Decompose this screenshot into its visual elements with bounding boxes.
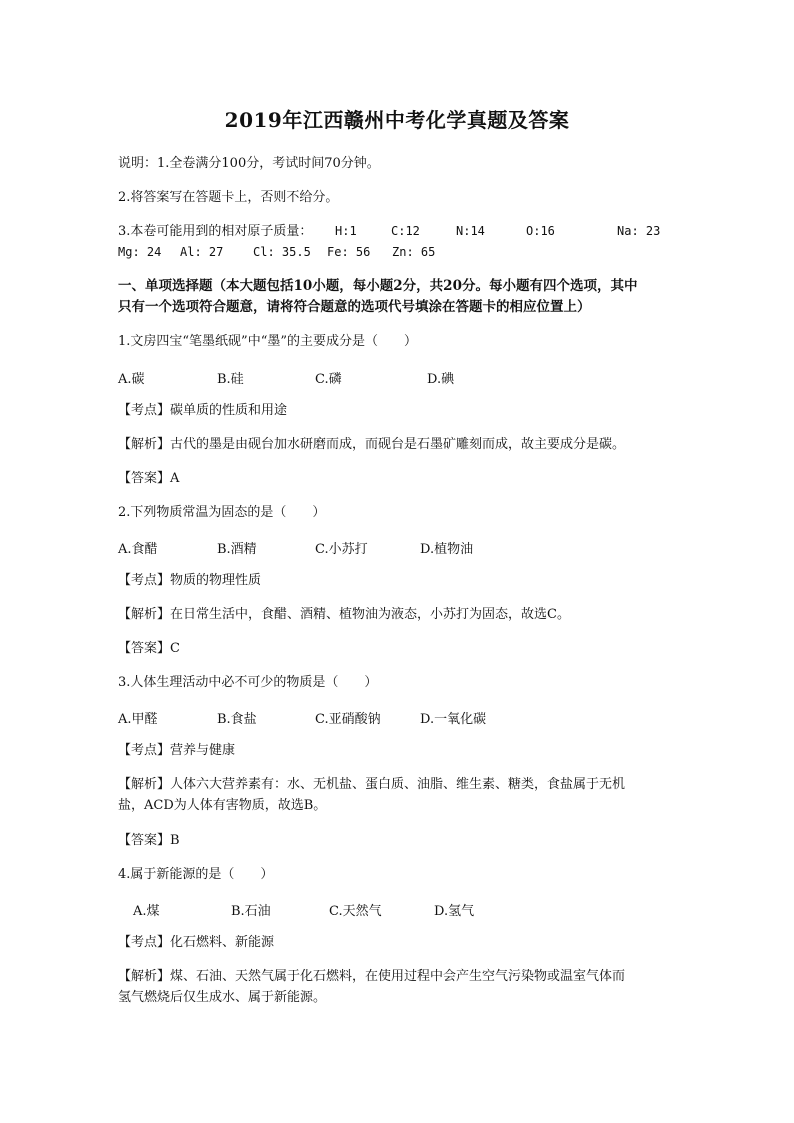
document-title: 2019年江西赣州中考化学真题及答案 — [224, 108, 570, 132]
question-3-option-d: D.一氧化碳 — [420, 712, 487, 727]
question-2-jiexi-line-1: 【解析】在日常生活中，食醋、酒精、植物油为液态，小苏打为固态，故选C。 — [118, 607, 570, 622]
question-4-kaodian: 【考点】化石燃料、新能源 — [118, 935, 275, 950]
atomic-mass-zn: Zn: 65 — [392, 245, 436, 259]
question-1-jiexi-line-1: 【解析】古代的墨是由砚台加水研磨而成，而砚台是石墨矿雕刻而成，故主要成分是碳。 — [118, 437, 626, 452]
atomic-mass-c: C:12 — [391, 224, 420, 238]
question-3-option-b: B.食盐 — [217, 712, 257, 727]
question-3-option-a: A.甲醛 — [118, 712, 158, 727]
atomic-mass-fe: Fe: 56 — [327, 245, 371, 259]
atomic-mass-h: H:1 — [335, 224, 357, 238]
question-2-option-a: A.食醋 — [118, 542, 158, 557]
question-4-option-d: D.氢气 — [434, 904, 475, 919]
question-3-answer: 【答案】B — [118, 833, 180, 848]
question-1-answer: 【答案】A — [118, 471, 180, 486]
atomic-mass-al: Al: 27 — [180, 245, 224, 259]
atomic-mass-cl: Cl: 35.5 — [253, 245, 311, 259]
question-2-answer: 【答案】C — [118, 641, 180, 656]
question-2-option-b: B.酒精 — [217, 542, 257, 557]
atomic-mass-na: Na: 23 — [617, 224, 661, 238]
question-2-option-d: D.植物油 — [420, 542, 474, 557]
question-4-option-b: B.石油 — [231, 904, 271, 919]
question-1-kaodian: 【考点】碳单质的性质和用途 — [118, 403, 288, 418]
question-1-option-c: C.磷 — [315, 372, 342, 387]
instruction-line-1: 说明：1.全卷满分100分，考试时间70分钟。 — [118, 156, 380, 171]
instruction-line-2: 2.将答案写在答题卡上，否则不给分。 — [118, 190, 339, 205]
question-2-stem: 2.下列物质常温为固态的是（ ） — [118, 505, 326, 520]
question-4-stem: 4.属于新能源的是（ ） — [118, 867, 274, 882]
question-4-option-a: A.煤 — [133, 904, 160, 919]
question-4-jiexi-line-2: 氢气燃烧后仅生成水、属于新能源。 — [118, 990, 327, 1005]
question-3-stem: 3.人体生理活动中必不可少的物质是（ ） — [118, 675, 378, 690]
question-1-stem: 1.文房四宝“笔墨纸砚”中“墨”的主要成分是（ ） — [118, 334, 417, 349]
section-heading-line-1: 一、单项选择题（本大题包括10小题，每小题2分，共20分。每小题有四个选项，其中 — [118, 278, 638, 294]
question-1-option-a: A.碳 — [118, 372, 145, 387]
question-2-kaodian: 【考点】物质的物理性质 — [118, 573, 262, 588]
question-1-option-b: B.硅 — [217, 372, 244, 387]
question-2-option-c: C.小苏打 — [315, 542, 368, 557]
question-3-option-c: C.亚硝酸钠 — [315, 712, 381, 727]
atomic-mass-o: O:16 — [526, 224, 555, 238]
atomic-mass-mg: Mg: 24 — [118, 245, 162, 259]
instruction-line-3: 3.本卷可能用到的相对原子质量： — [118, 224, 313, 239]
atomic-mass-n: N:14 — [456, 224, 485, 238]
question-3-jiexi-line-2: 盐，ACD为人体有害物质，故选B。 — [118, 798, 327, 813]
section-heading-line-2: 只有一个选项符合题意，请将符合题意的选项代号填涂在答题卡的相应位置上） — [118, 299, 591, 315]
question-3-kaodian: 【考点】营养与健康 — [118, 743, 236, 758]
question-4-option-c: C.天然气 — [329, 904, 382, 919]
question-3-jiexi-line-1: 【解析】人体六大营养素有：水、无机盐、蛋白质、油脂、维生素、糖类，食盐属于无机 — [118, 777, 626, 792]
question-1-option-d: D.碘 — [427, 372, 455, 387]
question-4-jiexi-line-1: 【解析】煤、石油、天然气属于化石燃料，在使用过程中会产生空气污染物或温室气体而 — [118, 969, 626, 984]
